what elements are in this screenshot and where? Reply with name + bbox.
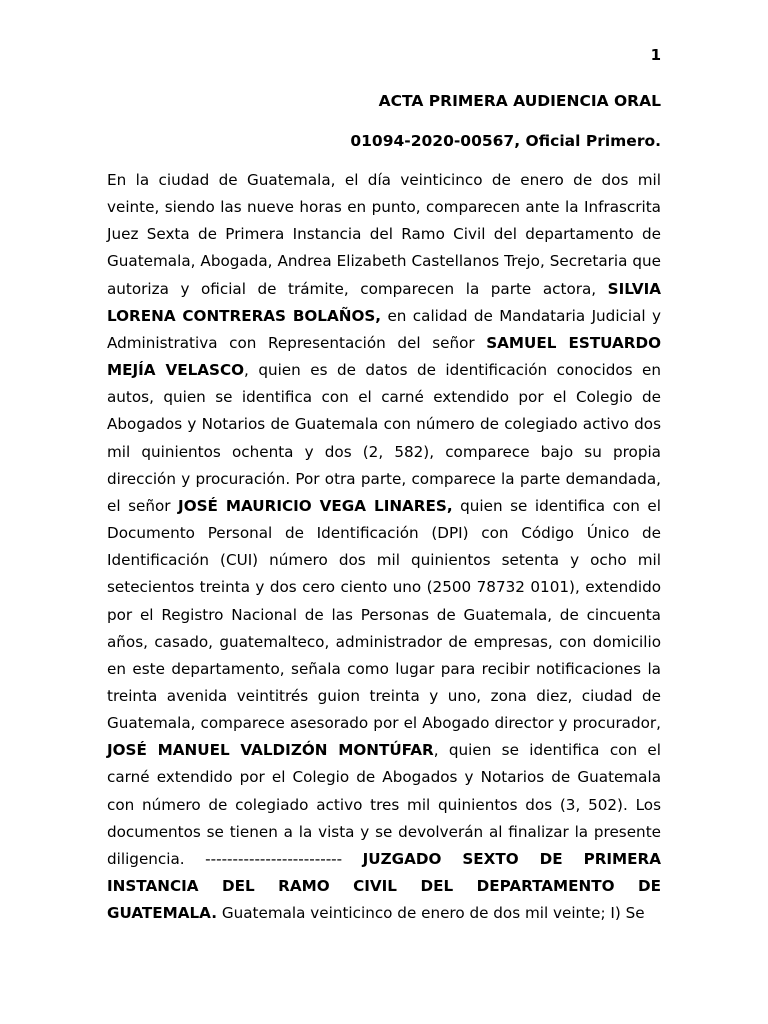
document-title: ACTA PRIMERA AUDIENCIA ORAL xyxy=(378,92,661,110)
case-reference: 01094-2020-00567, Oficial Primero. xyxy=(350,132,661,150)
bold-court-name: JUZGADO SEXTO DE PRIMERA INSTANCIA DEL RAMO CIVIL DEL DEPARTAMENTO DE GUATEMALA. xyxy=(107,849,661,923)
bold-party-name: SAMUEL ESTUARDO MEJÍA VELASCO xyxy=(107,333,662,380)
body-text-segment: , quien es de datos de identificación conocidos en autos, quien se identifica con el carné extendido por el Colegio de Abogados y Notarios de Guatemala con número de colegiado activo dos mil quinientos ochenta y dos (2, 582), comparece bajo su propia dirección y procuración. Por otra parte, comparece la parte demandada, el señor xyxy=(107,361,661,515)
body-text-segment: Guatemala veinticinco de enero de dos mil veinte; I) Se xyxy=(217,904,645,923)
body-text-segment: quien se identifica con el Documento Personal de Identificación (DPI) con Código Único de Identificación (CUI) número dos mil quinientos setenta y ocho mil setecientos treinta y dos cero ciento uno (2500 78732 0101), extendido por el Registro Nacional de las Personas de Guatemala, de cincuenta años, casado, guatemalteco, administrador de empresas, con domicilio en este departamento, señala como lugar para recibir notificaciones la treinta avenida veintitrés guion treinta y uno, zona diez, ciudad de Guatemala, comparece asesorado por el Abogado director y procurador, xyxy=(107,496,661,733)
bold-party-name: SILVIA LORENA CONTRERAS BOLAÑOS, xyxy=(107,279,661,325)
document-body xyxy=(107,167,661,927)
body-text-segment: en calidad de Mandataria Judicial y Administrativa con Representación del señor xyxy=(107,306,661,352)
body-text-segment: , quien se identifica con el carné extendido por el Colegio de Abogados y Notarios de Guatemala con número de colegiado activo tres mil quinientos dos (3, 502). Los documentos se tienen a la vista y se devolverán al finalizar la presente diligencia. ------------------------- xyxy=(107,741,661,868)
page-number: 1 xyxy=(650,46,661,64)
bold-party-name: JOSÉ MANUEL VALDIZÓN MONTÚFAR xyxy=(107,741,434,760)
body-text-segment: En la ciudad de Guatemala, el día veinticinco de enero de dos mil veinte, siendo las nueve horas en punto, comparecen ante la Infrascrita Juez Sexta de Primera Instancia del Ramo Civil del departamento de Guatemala, Abogada, Andrea Elizabeth Castellanos Trejo, Secretaria que autoriza y oficial de trámite, comparecen la parte actora, xyxy=(107,171,661,298)
bold-party-name: JOSÉ MAURICIO VEGA LINARES, xyxy=(178,496,453,515)
